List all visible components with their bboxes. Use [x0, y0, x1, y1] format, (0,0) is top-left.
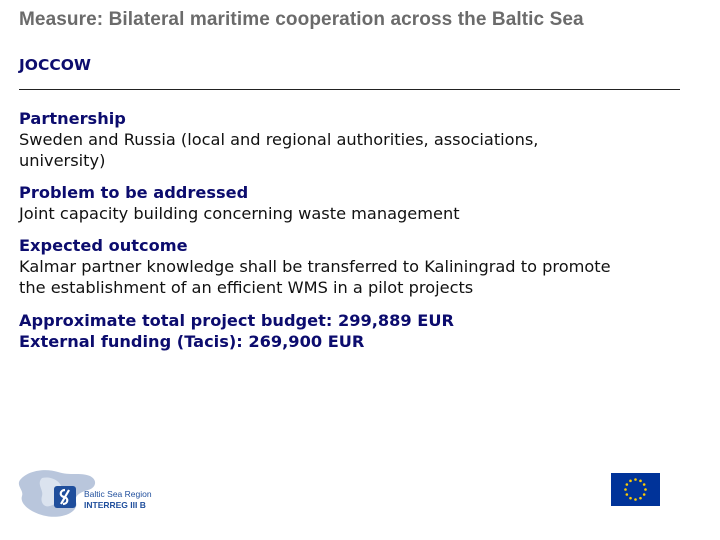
eu-star [639, 497, 642, 500]
section-heading: Expected outcome [19, 236, 188, 255]
budget-block [19, 310, 699, 352]
project-name: JOCCOW [19, 56, 91, 74]
eu-star [629, 497, 632, 500]
interreg-program-label: INTERREG III B [84, 500, 146, 510]
section-line: Joint capacity building concerning waste management [19, 204, 460, 223]
section-line: Kalmar partner knowledge shall be transferred to Kaliningrad to promote [19, 257, 611, 276]
eu-star [629, 480, 632, 483]
section-outcome [19, 235, 699, 298]
eu-flag-icon [611, 473, 660, 506]
budget-total: Approximate total project budget: 299,889 EUR [19, 311, 454, 330]
content-body [19, 108, 699, 352]
budget-external-funding: External funding (Tacis): 269,900 EUR [19, 332, 365, 351]
slide-title: Measure: Bilateral maritime cooperation across the Baltic Sea [19, 9, 584, 30]
eu-flag-background [611, 473, 660, 506]
eu-star [624, 488, 627, 491]
interreg-logo [14, 466, 174, 522]
section-heading: Partnership [19, 109, 126, 128]
section-line: university) [19, 151, 106, 170]
section-problem [19, 182, 699, 224]
eu-star [639, 480, 642, 483]
eu-star [643, 493, 646, 496]
eu-star [644, 488, 647, 491]
eu-star [634, 478, 637, 481]
section-partnership [19, 108, 699, 171]
section-line: the establishment of an efficient WMS in a pilot projects [19, 278, 474, 297]
section-line: Sweden and Russia (local and regional authorities, associations, [19, 130, 539, 149]
eu-star [626, 493, 629, 496]
interreg-region-label: Baltic Sea Region [84, 489, 152, 499]
eu-star [626, 483, 629, 486]
eu-star [634, 498, 637, 501]
divider [19, 89, 680, 90]
eu-star [643, 483, 646, 486]
section-heading: Problem to be addressed [19, 183, 249, 202]
